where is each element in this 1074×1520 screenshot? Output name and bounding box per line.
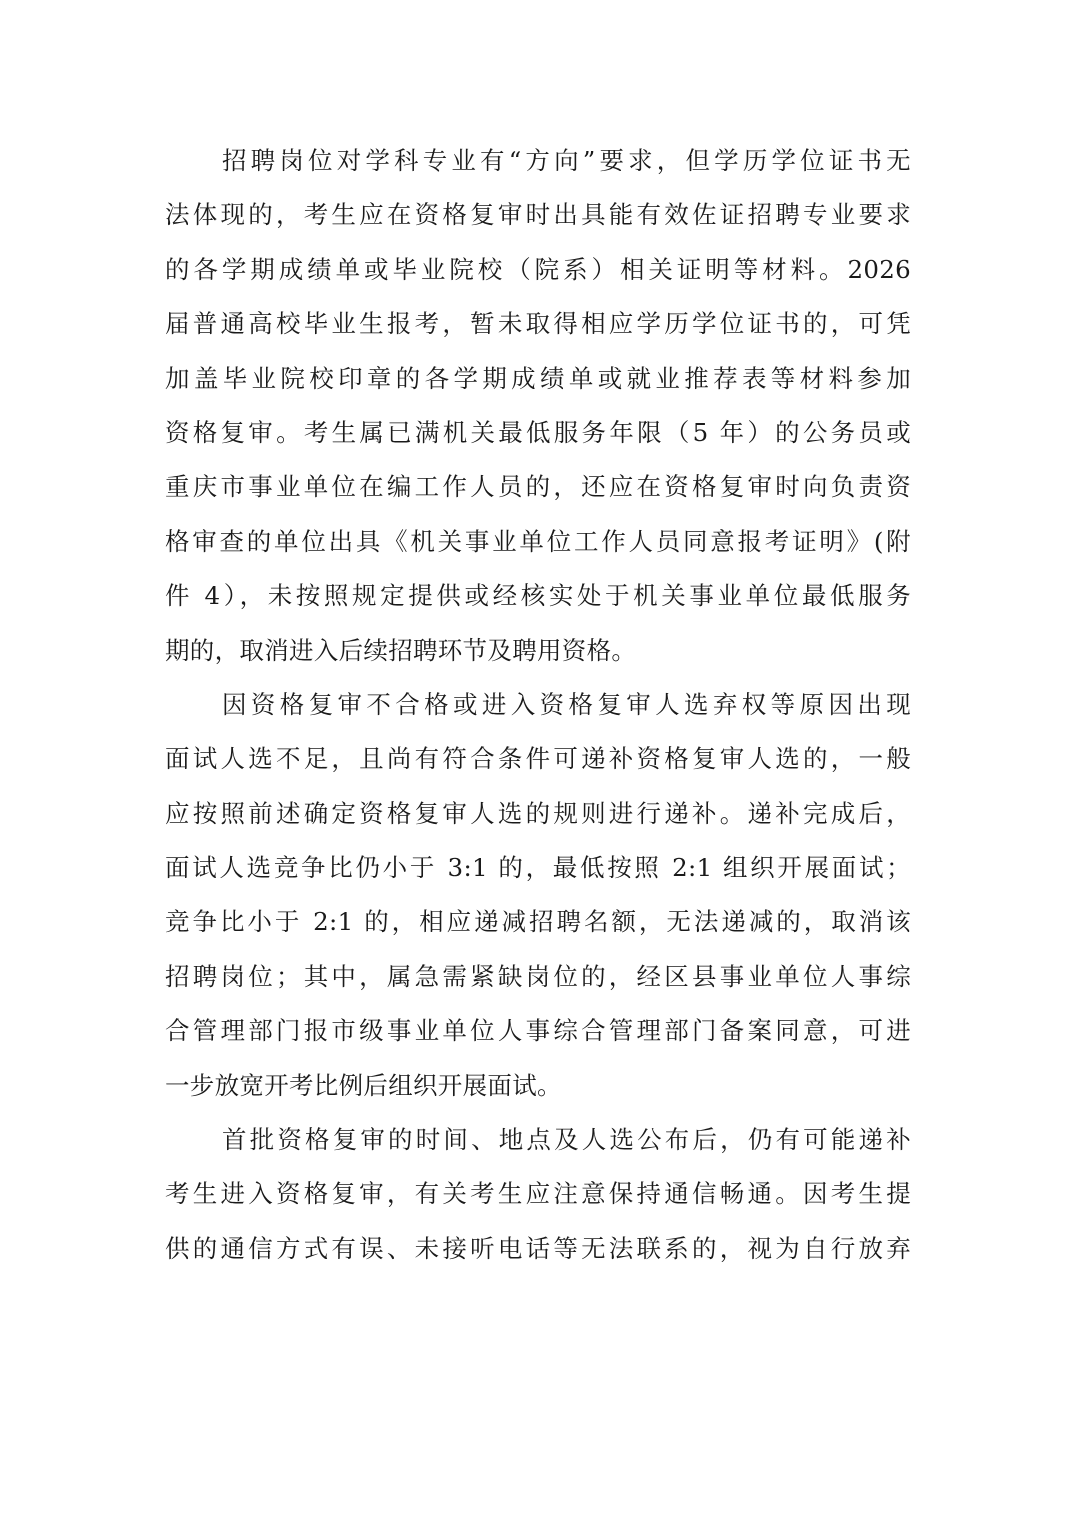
paragraph-1-line-7: 重庆市事业单位在编工作人员的，还应在资格复审时向负责资 — [165, 472, 911, 502]
paragraph-1-line-10: 期的，取消进入后续招聘环节及聘用资格。 — [165, 635, 637, 665]
paragraph-2-line-4: 面试人选竞争比仍小于 3:1 的，最低按照 2:1 组织开展面试； — [165, 853, 911, 883]
paragraph-1-line-4: 届普通高校毕业生报考，暂未取得相应学历学位证书的，可凭 — [165, 309, 911, 339]
paragraph-2-line-2: 面试人选不足，且尚有符合条件可递补资格复审人选的，一般 — [165, 744, 911, 774]
body-text — [165, 134, 911, 1276]
paragraph-2-line-7: 合管理部门报市级事业单位人事综合管理部门备案同意，可进 — [165, 1016, 911, 1046]
paragraph-1-line-2: 法体现的，考生应在资格复审时出具能有效佐证招聘专业要求 — [165, 200, 911, 230]
paragraph-1-line-6: 资格复审。考生属已满机关最低服务年限（5 年）的公务员或 — [165, 417, 911, 447]
paragraph-2-line-8: 一步放宽开考比例后组织开展面试。 — [165, 1070, 562, 1100]
paragraph-1-line-5: 加盖毕业院校印章的各学期成绩单或就业推荐表等材料参加 — [165, 363, 911, 393]
paragraph-1-line-1: 招聘岗位对学科专业有“方向”要求，但学历学位证书无 — [222, 146, 911, 175]
paragraph-2-line-5: 竞争比小于 2:1 的，相应递减招聘名额，无法递减的，取消该 — [165, 907, 911, 937]
paragraph-1-line-3: 的各学期成绩单或毕业院校（院系）相关证明等材料。2026 — [165, 254, 911, 284]
paragraph-3-line-1: 首批资格复审的时间、地点及人选公布后，仍有可能递补 — [222, 1125, 911, 1155]
paragraph-2-line-3: 应按照前述确定资格复审人选的规则进行递补。递补完成后， — [165, 798, 911, 828]
paragraph-3-line-2: 考生进入资格复审，有关考生应注意保持通信畅通。因考生提 — [165, 1179, 911, 1209]
paragraph-2-line-1: 因资格复审不合格或进入资格复审人选弃权等原因出现 — [222, 689, 911, 719]
paragraph-1-line-9: 件 4），未按照规定提供或经核实处于机关事业单位最低服务 — [165, 581, 911, 611]
paragraph-1-line-8: 格审查的单位出具《机关事业单位工作人员同意报考证明》(附 — [165, 526, 911, 556]
paragraph-3-line-3: 供的通信方式有误、未接听电话等无法联系的，视为自行放弃 — [165, 1233, 911, 1263]
paragraph-2-line-6: 招聘岗位；其中，属急需紧缺岗位的，经区县事业单位人事综 — [165, 961, 911, 991]
